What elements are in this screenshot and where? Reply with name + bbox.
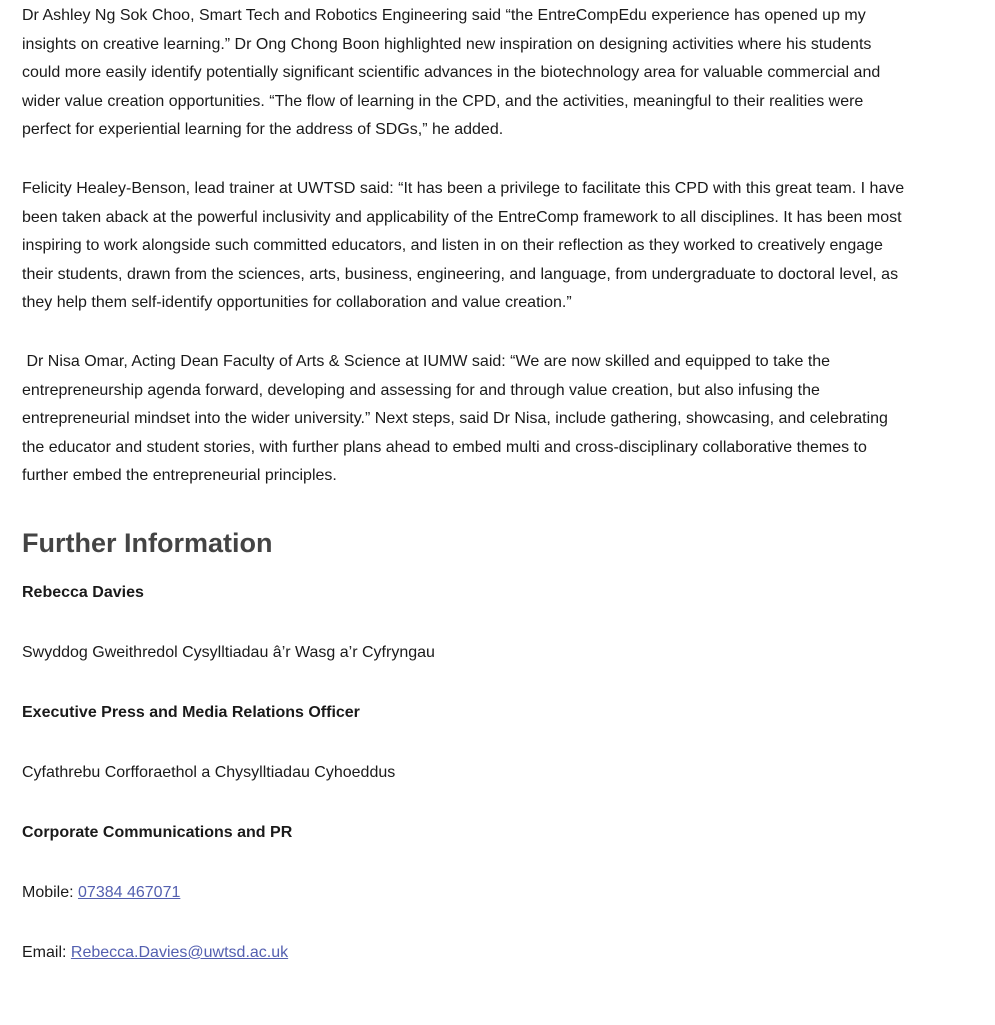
- contact-title-english: Executive Press and Media Relations Officer: [22, 703, 360, 721]
- mobile-link[interactable]: 07384 467071: [78, 883, 181, 901]
- paragraph-ashley-ng: Dr Ashley Ng Sok Choo, Smart Tech and Robotics Engineering said “the EntreCompEdu experience has opened up my insights on creative learning.” Dr Ong Chong Boon highlighted new inspiration on designing activities where his students could more easily identify potentially significant scientific advances in the biotechnology area for valuable commercial and wider value creation opportunities. “The flow of learning in the CPD, and the activities, meaningful to their realities were perfect for experiential learning for the address of SDGs,” he added.: [22, 7, 885, 139]
- contact-title-welsh: Swyddog Gweithredol Cysylltiadau â’r Wasg a’r Cyfryngau: [22, 643, 435, 661]
- contact-dept-welsh: Cyfathrebu Corfforaethol a Chysylltiadau Cyhoeddus: [22, 763, 396, 781]
- paragraph-nisa-omar: Dr Nisa Omar, Acting Dean Faculty of Arts & Science at IUMW said: “We are now skilled and equipped to take the entrepreneurship agenda forward, developing and assessing for and through value creation, but also infusing the entrepreneurial mindset into the wider university.” Next steps, said Dr Nisa, include gathering, showcasing, and celebrating the educator and student stories, with further plans ahead to embed multi and cross-disciplinary collaborative themes to further embed the entrepreneurial principles.: [22, 352, 893, 485]
- email-label: Email:: [22, 943, 71, 961]
- email-link[interactable]: Rebecca.Davies@uwtsd.ac.uk: [70, 943, 289, 961]
- contact-mobile: [22, 883, 912, 903]
- contact-email: [22, 943, 912, 963]
- article-body: [0, 2, 912, 963]
- contact-dept-english: Corporate Communications and PR: [22, 823, 293, 841]
- paragraph-felicity-healey-benson: Felicity Healey-Benson, lead trainer at UWTSD said: “It has been a privilege to facilitate this CPD with this great team. I have been taken aback at the powerful inclusivity and applicability of the EntreComp framework to all disciplines. It has been most inspiring to work alongside such committed educators, and listen in on their reflection as they worked to creatively engage their students, drawn from the sciences, arts, business, engineering, and language, from undergraduate to doctoral level, as they help them self-identify opportunities for collaboration and value creation.”: [22, 179, 909, 312]
- contact-block: [22, 583, 912, 963]
- contact-name: Rebecca Davies: [22, 583, 144, 601]
- further-information-heading: Further Information: [22, 527, 273, 558]
- mobile-label: Mobile:: [22, 883, 79, 901]
